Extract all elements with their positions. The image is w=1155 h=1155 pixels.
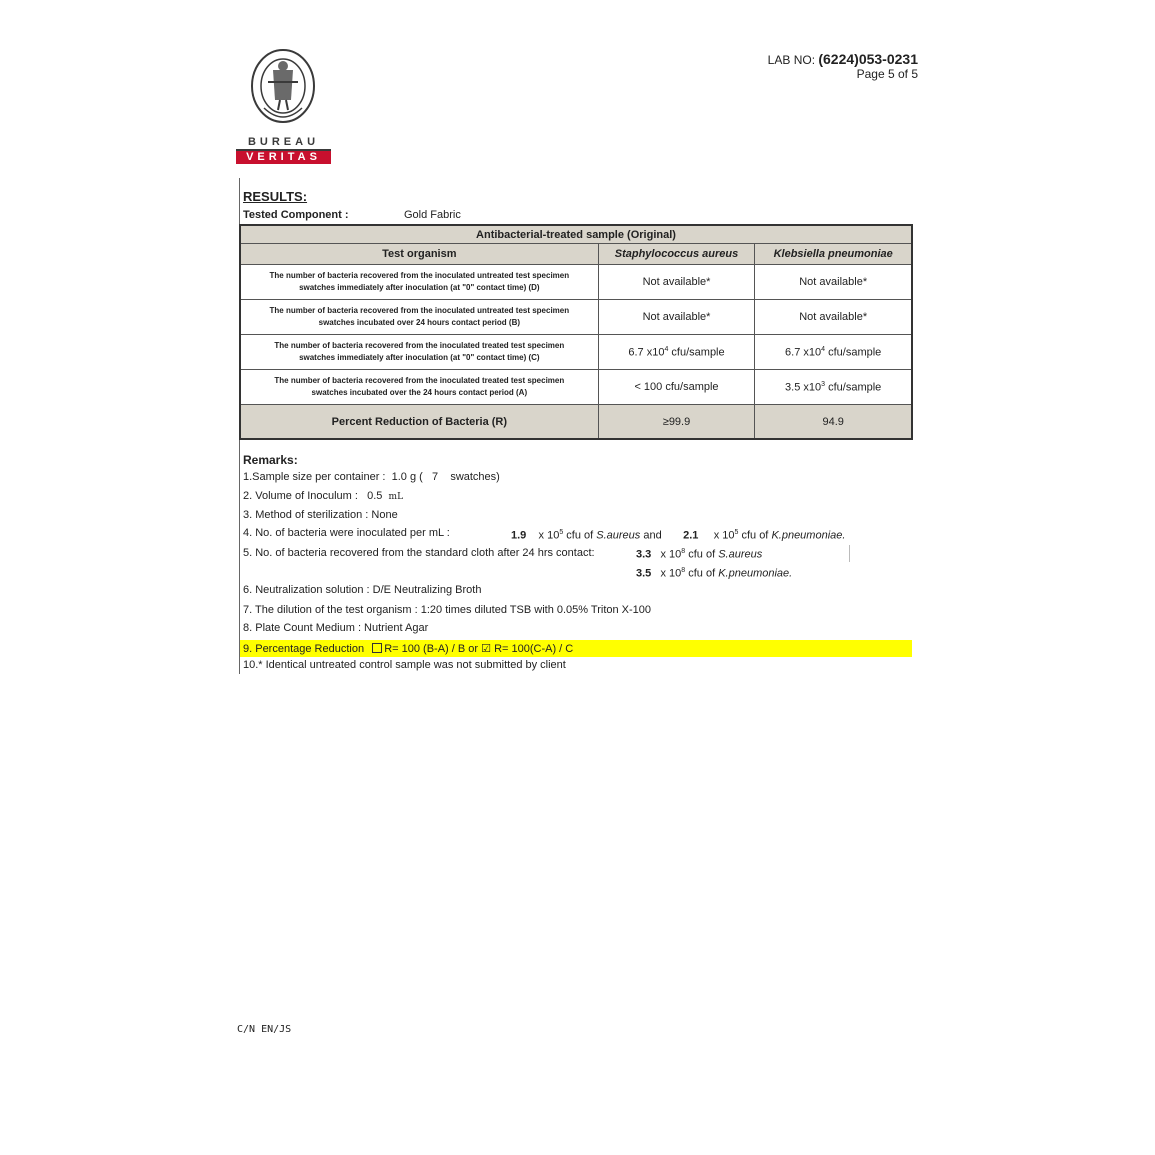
lab-number (768, 51, 918, 67)
cell-border (818, 545, 850, 562)
brand-name-bottom: VERITAS (236, 151, 331, 164)
table-header-row (240, 244, 912, 265)
unchecked-box-icon (372, 643, 382, 653)
lab-number-label: LAB NO: (767, 53, 819, 67)
brand-name-top: BUREAU (236, 136, 331, 151)
results-title: RESULTS: (243, 189, 308, 204)
percent-reduction-staph: ≥99.9 (598, 405, 755, 440)
lab-number-value: (6224)053-0231 (818, 51, 918, 67)
remark-7: 7. The dilution of the test organism : 1:20 times diluted TSB with 0.05% Triton X-100 (243, 604, 652, 616)
table-row (240, 265, 912, 300)
checked-box-icon: ☑ (481, 643, 491, 655)
remark-1: 1.Sample size per container : 1.0 g ( 7 swatches) (243, 471, 500, 483)
kleb-value: Not available* (755, 265, 912, 300)
col-klebsiella: Klebsiella pneumoniae (755, 244, 912, 265)
percent-reduction-row (240, 405, 912, 440)
bureau-veritas-logo (236, 48, 332, 166)
tested-component-value: Gold Fabric (404, 209, 461, 221)
percent-reduction-kleb: 94.9 (755, 405, 912, 440)
remark-4: 4. No. of bacteria were inoculated per mL : (243, 527, 450, 539)
table-row (240, 300, 912, 335)
table-caption-row (240, 225, 912, 244)
remark-5: 5. No. of bacteria recovered from the standard cloth after 24 hrs contact: (243, 547, 595, 559)
remark-2: 2. Volume of Inoculum : 0.5 mL (243, 490, 404, 502)
table-row (240, 335, 912, 370)
row-description: The number of bacteria recovered from the inoculated treated test specimen swatches incubated over the 24 hours contact period (A) (240, 370, 598, 405)
col-test-organism: Test organism (240, 244, 598, 265)
remark-5-staph: 3.3 x $10^8$ cfu of S.aureus (636, 548, 763, 561)
table-row (240, 370, 912, 405)
remark-10: 10.* Identical untreated control sample was not submitted by client (243, 659, 566, 671)
kleb-value: 3.5 $x10^3$ cfu/sample (755, 370, 912, 405)
footer-code: C/N EN/JS (237, 1024, 292, 1035)
staph-value: Not available* (598, 265, 755, 300)
col-staphylococcus: Staphylococcus aureus (598, 244, 755, 265)
percent-reduction-label: Percent Reduction of Bacteria (R) (240, 405, 598, 440)
remark-9: 9. Percentage Reduction R= 100 (B-A) / B or ☑ R= 100(C-A) / C (243, 643, 574, 655)
staph-value: 6.7 $x10^4$ cfu/sample (598, 335, 755, 370)
row-description: The number of bacteria recovered from the inoculated treated test specimen swatches immediately after inoculation (at "0" contact time) (C) (240, 335, 598, 370)
tested-component-label: Tested Component : (243, 209, 349, 221)
remark-5-kleb: 3.5 x $10^8$ cfu of K.pneumoniae. (636, 567, 793, 580)
seal-icon (250, 48, 316, 130)
staph-value: < 100 cfu/sample (598, 370, 755, 405)
remark-8: 8. Plate Count Medium : Nutrient Agar (243, 622, 429, 634)
remark-3: 3. Method of sterilization : None (243, 509, 398, 521)
kleb-value: Not available* (755, 300, 912, 335)
remarks-title: Remarks: (243, 453, 298, 467)
row-description: The number of bacteria recovered from the inoculated untreated test specimen swatches incubated over 24 hours contact period (B) (240, 300, 598, 335)
results-table (239, 224, 913, 440)
remark-6: 6. Neutralization solution : D/E Neutralizing Broth (243, 584, 482, 596)
table-caption: Antibacterial-treated sample (Original) (240, 225, 912, 244)
remark-4-values: 1.9 x $10^5$ cfu of S.aureus and 2.1 x $10^5$ cfu of K.pneumoniae. (511, 529, 846, 542)
row-description: The number of bacteria recovered from the inoculated untreated test specimen swatches immediately after inoculation (at "0" contact time) (D) (240, 265, 598, 300)
staph-value: Not available* (598, 300, 755, 335)
page-indicator: Page 5 of 5 (856, 67, 918, 81)
kleb-value: 6.7 $x10^4$ cfu/sample (755, 335, 912, 370)
